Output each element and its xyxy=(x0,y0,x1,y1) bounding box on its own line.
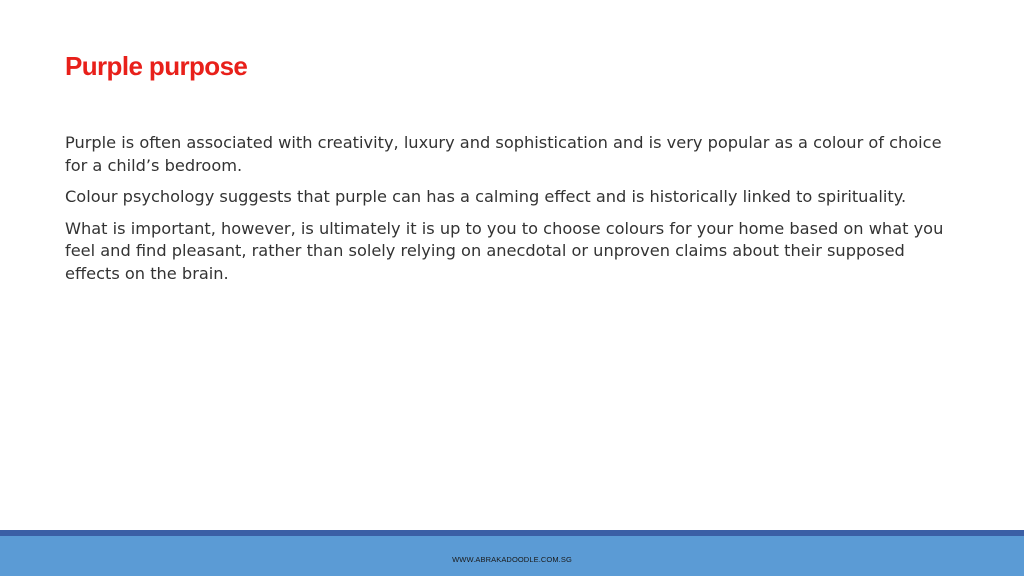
footer-url: WWW.ABRAKADOODLE.COM.SG xyxy=(452,555,572,564)
body-paragraph: Purple is often associated with creativity, luxury and sophistication and is very popular as a colour of choice for a child’s bedroom. xyxy=(65,133,942,175)
slide-body xyxy=(65,132,950,294)
slide-title: Purple purpose xyxy=(65,51,248,81)
body-paragraph: What is important, however, is ultimately it is up to you to choose colours for your home based on what you feel and find pleasant, rather than solely relying on anecdotal or unproven claims about their supposed effects on the brain. xyxy=(65,218,944,283)
body-paragraph: Colour psychology suggests that purple can has a calming effect and is historically linked to spirituality. xyxy=(65,187,907,206)
